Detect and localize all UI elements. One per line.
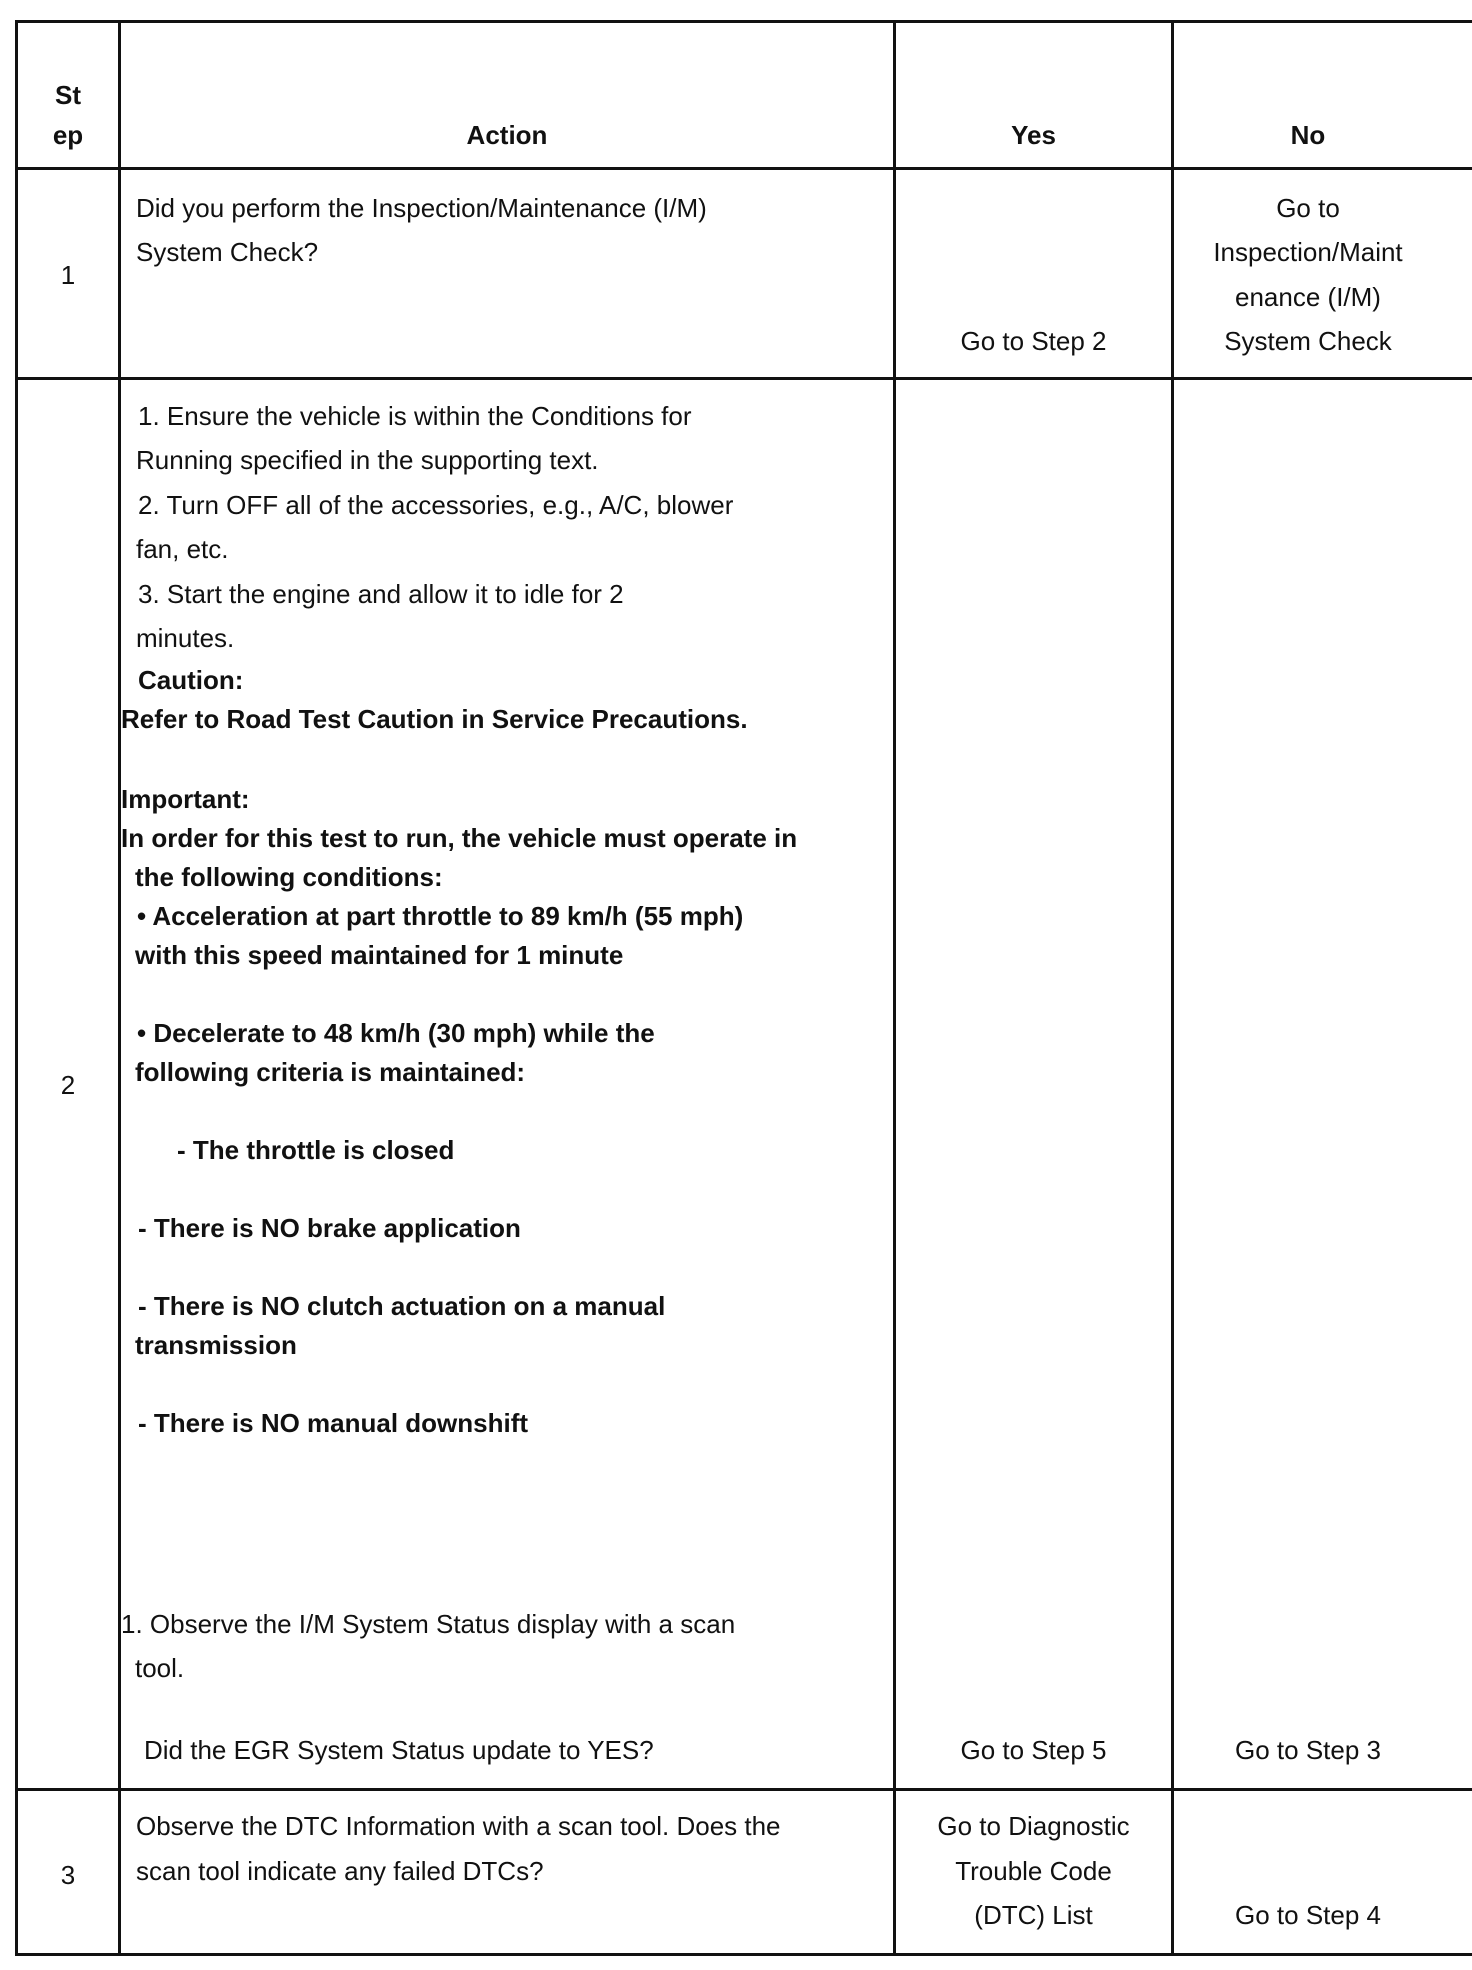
row2-important-label: Important: [121,784,250,814]
row-divider-2 [15,1788,1472,1791]
row2-action-line: 2. Turn OFF all of the accessories, e.g., A/C, blower [138,490,734,520]
row1-no-line: Inspection/Maint [1213,237,1403,267]
row2-question: Did the EGR System Status update to YES? [144,1735,654,1765]
row2-action-line: fan, etc. [136,534,229,564]
row2-action-line: 1. Observe the I/M System Status display with a scan [121,1609,736,1639]
row1-no-line: Go to [1276,193,1340,223]
row3-action-line: scan tool indicate any failed DTCs? [136,1856,544,1886]
row2-condition-text: following criteria is maintained: [135,1057,526,1087]
table-border-top [15,20,1472,23]
row1-step: 1 [60,260,76,290]
row3-step: 3 [60,1860,76,1890]
row-divider-1 [15,377,1472,380]
row2-action-line: Running specified in the supporting text. [136,445,599,475]
header-no: No [1290,120,1326,150]
row2-action-line: minutes. [136,623,235,653]
row2-caution-text: Refer to Road Test Caution in Service Precautions. [121,704,748,734]
header-divider [15,167,1472,170]
row3-yes-line: Go to Diagnostic [937,1811,1130,1841]
row2-no: Go to Step 3 [1235,1735,1381,1765]
row2-action-line: tool. [135,1653,185,1683]
row1-no-line: enance (I/M) [1235,282,1381,312]
row3-no: Go to Step 4 [1235,1900,1381,1930]
column-divider-step [118,20,121,1956]
row2-caution-label: Caution: [138,665,244,695]
column-divider-action [893,20,896,1956]
row2-criteria-item: - The throttle is closed [177,1135,455,1165]
row2-step: 2 [60,1070,76,1100]
header-step-line2: ep [52,120,84,150]
row2-yes: Go to Step 5 [960,1735,1107,1765]
row1-no-line: System Check [1224,326,1392,356]
header-step-line1: St [55,80,81,110]
table-border-left [15,20,18,1956]
row2-criteria-item: - There is NO brake application [138,1213,521,1243]
row1-yes: Go to Step 2 [960,326,1107,356]
row1-action-line: Did you perform the Inspection/Maintenance (I/M) [136,193,707,223]
row2-criteria-item: - There is NO clutch actuation on a manual [138,1291,666,1321]
row2-condition-bullet: • Acceleration at part throttle to 89 km/h (55 mph) [137,901,744,931]
row2-criteria-item: - There is NO manual downshift [138,1408,529,1438]
row2-condition-text: with this speed maintained for 1 minute [135,940,624,970]
header-action: Action [466,120,548,150]
row2-action-line: 1. Ensure the vehicle is within the Conditions for [138,401,692,431]
row3-action-line: Observe the DTC Information with a scan tool. Does the [136,1811,781,1841]
row3-yes-line: Trouble Code [955,1856,1112,1886]
row2-important-text: the following conditions: [135,862,443,892]
header-yes: Yes [1011,120,1056,150]
row2-criteria-text: transmission [135,1330,297,1360]
row3-yes-line: (DTC) List [974,1900,1093,1930]
table-border-bottom [15,1953,1472,1956]
row2-action-line: 3. Start the engine and allow it to idle for 2 [138,579,624,609]
row2-important-text: In order for this test to run, the vehicle must operate in [121,823,798,853]
row2-condition-bullet: • Decelerate to 48 km/h (30 mph) while the [137,1018,655,1048]
row1-action-line: System Check? [136,237,319,267]
